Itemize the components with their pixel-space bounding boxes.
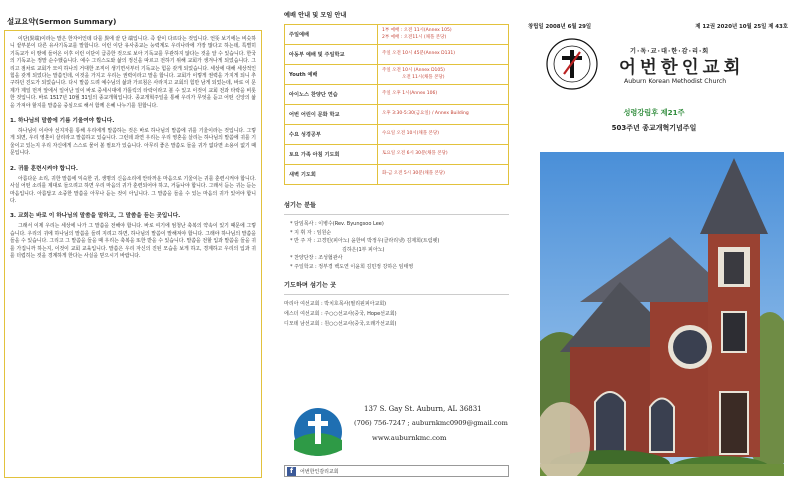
schedule-value: [378, 66, 508, 83]
serve-line: 김하은(1부 피아노): [342, 246, 385, 253]
church-name: 어번한인교회: [619, 58, 745, 78]
facebook-icon: f: [287, 467, 296, 476]
church-seal-icon: [546, 38, 598, 90]
schedule-line: 화-금 오전 5시 30분(채플 본당): [382, 171, 445, 177]
prayer-title: 기도하며 섬기는 곳: [284, 281, 337, 289]
schedule-row: [285, 105, 508, 125]
schedule-label: Youth 예배: [285, 65, 378, 84]
schedule-label: 토요 가족 아침 기도회: [285, 145, 378, 164]
schedule-value: [378, 109, 508, 119]
schedule-row: [285, 125, 508, 145]
denomination: 기·독·교·대·한·감·리·회: [630, 48, 710, 55]
schedule-label: 아이노스 찬양단 연습: [285, 85, 378, 104]
phone-email[interactable]: (706) 756-7247 ; auburnkmc0909@gmail.com: [354, 419, 508, 427]
summary-heading-3: 3. 교회는 바로 이 하나님의 말씀을 말하고, 그 말씀을 듣는 곳입니다.: [10, 213, 181, 220]
facebook-name: 어번한인감리교회: [300, 468, 339, 475]
schedule-line: 1부 예배 : 오전 11시(Annex 105): [382, 28, 452, 34]
liturgical-season: 성령강림후 제21주: [623, 108, 685, 117]
facebook-bar[interactable]: [284, 465, 509, 477]
website-link[interactable]: www.auburnkmc.com: [372, 434, 447, 442]
schedule-title: 예배 안내 및 모임 안내: [284, 12, 347, 19]
prayer-line: 에스더 여선교회 : 주○○선교사(중국, Hope선교회): [284, 310, 397, 317]
schedule-line: 토요일 오전 6시 30분(채플 본당): [382, 151, 448, 157]
serve-list: [284, 220, 514, 272]
schedule-value: [378, 149, 508, 159]
serve-line: * 지 휘 자 : 임원순: [290, 229, 332, 236]
church-name-en: Auburn Korean Methodist Church: [624, 78, 727, 85]
serve-title: 섬기는 분들: [284, 202, 317, 209]
serve-line: * 주일학교 : 정부경 백도연 이윤희 김민정 강하은 임태영: [290, 263, 414, 270]
schedule-row: [285, 85, 508, 105]
cross-circle-icon: [288, 406, 348, 458]
prayer-line: 디모데 남선교회 : 원○○선교사(중국,오래가선교회): [284, 320, 397, 327]
schedule-line: 2부 예배 : 오전11시 (채플 본당): [382, 34, 447, 40]
service-title: 503주년 종교개혁기념주일: [611, 124, 697, 132]
summary-paragraph-2: 아름다운 소리, 귀한 말씀에 익숙한 귀, 생명의 신음소리에 안타까운 마음으로 기울이는 귀를 훈련시켜야 합니다. 사실 어떤 소리를 제대로 들으려고 하면 우리 마음의 귀가 훈련되어야 하고, 거듭나야 합니다. 그래서 듣는 귀는 듣는 마음입니다. 아름답고 소중한 말씀을 아무나 듣는 것이 아닙니다. 그 말씀을 들을 수 있는 마음의 귀가 있어야 합니다.: [10, 175, 256, 204]
summary-paragraph-1: 하나님이 이사야 선지자를 통해 우리에게 말씀하는 것은 바로 하나님의 말씀에 귀를 기울이라는 것입니다. 그렇게 되면, 우리 영혼이 살리라고 말씀하고 있습니다. 그런데 과연 우리는 우리 영혼을 살리는 하나님의 말씀에 귀를 기울이고 있는지 우리 자신에게 스스로 물어 볼 필요가 있습니다. 아무리 좋은 말씀도 들을 귀가 없다면 소용이 없기 때문입니다.: [10, 128, 256, 157]
serve-line: * 찬양단장 : 조성협관사: [290, 255, 343, 262]
schedule-line: 주일 오전 10시 (Annex D105): [382, 68, 445, 74]
sermon-summary: [4, 12, 264, 478]
schedule-label: 어번 어린이 문화 학교: [285, 105, 378, 124]
summary-box: [4, 30, 262, 478]
schedule-label: 주일예배: [285, 25, 378, 44]
church-photo: [540, 152, 784, 476]
schedule-value: [378, 26, 508, 43]
serve-line: * 담임목사 : 이병수(Rev. Byungsoo Lee): [290, 221, 384, 227]
schedule-line: 주일 오전 10시 45분(Annex D131): [382, 51, 455, 57]
address: 137 S. Gay St. Auburn, AL 36831: [364, 405, 482, 413]
schedule-row: [285, 25, 508, 45]
schedule-line: 오전 11시(채플 본당): [402, 74, 445, 80]
summary-heading-1: 1. 하나님의 말씀에 기름 기울여야 합니다.: [10, 118, 115, 125]
right-column: [524, 0, 800, 485]
summary-heading-2: 2. 귀를 훈련시켜야 합니다.: [10, 165, 79, 172]
schedule-line: 오후 3:30-5:30(금요일) / Annex Building: [382, 111, 469, 117]
middle-column: [284, 10, 514, 480]
schedule-label: 새벽 기도회: [285, 165, 378, 184]
schedule-value: [378, 169, 508, 179]
schedule-value: [378, 49, 508, 59]
issue-number: 제 12권 2020년 10월 25일 제 43호: [695, 24, 788, 30]
schedule-line: 수요일 오전 10시(채플 본당): [382, 131, 439, 137]
schedule-row: [285, 145, 508, 165]
schedule-row: [285, 65, 508, 85]
prayer-list: [284, 294, 509, 329]
schedule-row: [285, 45, 508, 65]
schedule-row: [285, 165, 508, 184]
schedule-label: 아동부 예배 및 주일학교: [285, 45, 378, 64]
divider: [284, 214, 509, 215]
prayer-line: 마리아 여선교회 : 박치호목사(필리핀피아교회): [284, 300, 387, 307]
schedule-label: 수요 성경공부: [285, 125, 378, 144]
contact-block: [284, 400, 514, 460]
summary-paragraph-3: 그래서 이제 우리는 세상에 나가 그 말씀을 전해야 합니다. 바로 여기에 엄청난 축복의 약속이 있기 때문에 그렇습니다. 우리의 귀에 하나님의 말씀을 들려 지려고 하면, 하나님의 말씀이 말해져야 합니다. 그래야 하나님의 말씀을 들을 수 있습니다. 그리고 그 말씀을 들을 때 우리는 축복을 또한 받을 수 있습니다. 말씀을 전할 입과 말씀을 들을 귀를 가집니까 하는지, 이것이 교회 교육입니다. 말씀은 우리 자신의 진된 모습을 보게 하고, 경계하고 우리의 입과 귀를 더럽히는 것을 경계하게 한다는 사실을 믿으시기 바랍니다.: [10, 223, 256, 259]
schedule-value: [378, 89, 508, 99]
schedule-line: 주일 오후 1시(Annex 106): [382, 91, 438, 97]
issue-info: [528, 22, 788, 30]
serve-line: * 반 주 자 : 고경민(피아노) 윤한비 박정우(클라리넷) 김제희(트럼펫): [290, 238, 440, 245]
founded-date: 창립일 2008년 6월 29일: [528, 24, 592, 30]
summary-intro: 이단(異端)이라는 말은 한자어인데 다를 異에 끝 단 端입니다. 즉 끝이 다르다는 것입니다. 언뜻 보기에는 비슷하니 끝부분이 다른 유사기독교를 말합니다. 이런 이단 유사종교는 능력계도 우리나라에 가장 많다고 하는데, 특별히 기독교가 이 땅에 들어온 이후 이런 이단이 급증한 것으로 보아 기독교를 무관하지 않다는 것을 알 수 있습니다. 한국의 기독교는 정말 순수했습니다. 예수 그리스도와 삶의 정신을 따르고 전하기 위해 교회가 생겨나게 되었습니다. 그리고 점차로 교회가 모여 하나의 거대한 조직이 생기면서부터 기독교는 힘을 갖게 되었습니다. 세상에 대해 세상적인 힘을 갖게 되었다는 말씀인데, 이것을 가지고 우리는 권력이라고 말을 합니다. 교회가 이렇게 권력을 가지게 되니 추구하던 진도가 되었습니다. 다시 말씀 드려 예수님의 삶과 가르침은 사라지고 교회의 힘만 남게 되었는데, 바로 이 문제가 제일 먼저 앞에서 일어난 일이 바로 중세시대에 가톨릭의 타락이라고 볼 수 있고 이것이 교회 전과 타락을 비롯한 것입니다. 바로 1517년 10월 31일의 종교개혁입니다. 종교개혁주일을 통해 우리가 무엇을 듣고 어떤 신앙의 삶을 가져야 할지를 말씀을 중심으로 해서 함께 은혜 나누기를 원합니다.: [10, 36, 256, 109]
schedule-value: [378, 129, 508, 139]
schedule-table: [284, 24, 509, 185]
summary-title: 설교요약(Sermon Summary): [7, 17, 117, 26]
